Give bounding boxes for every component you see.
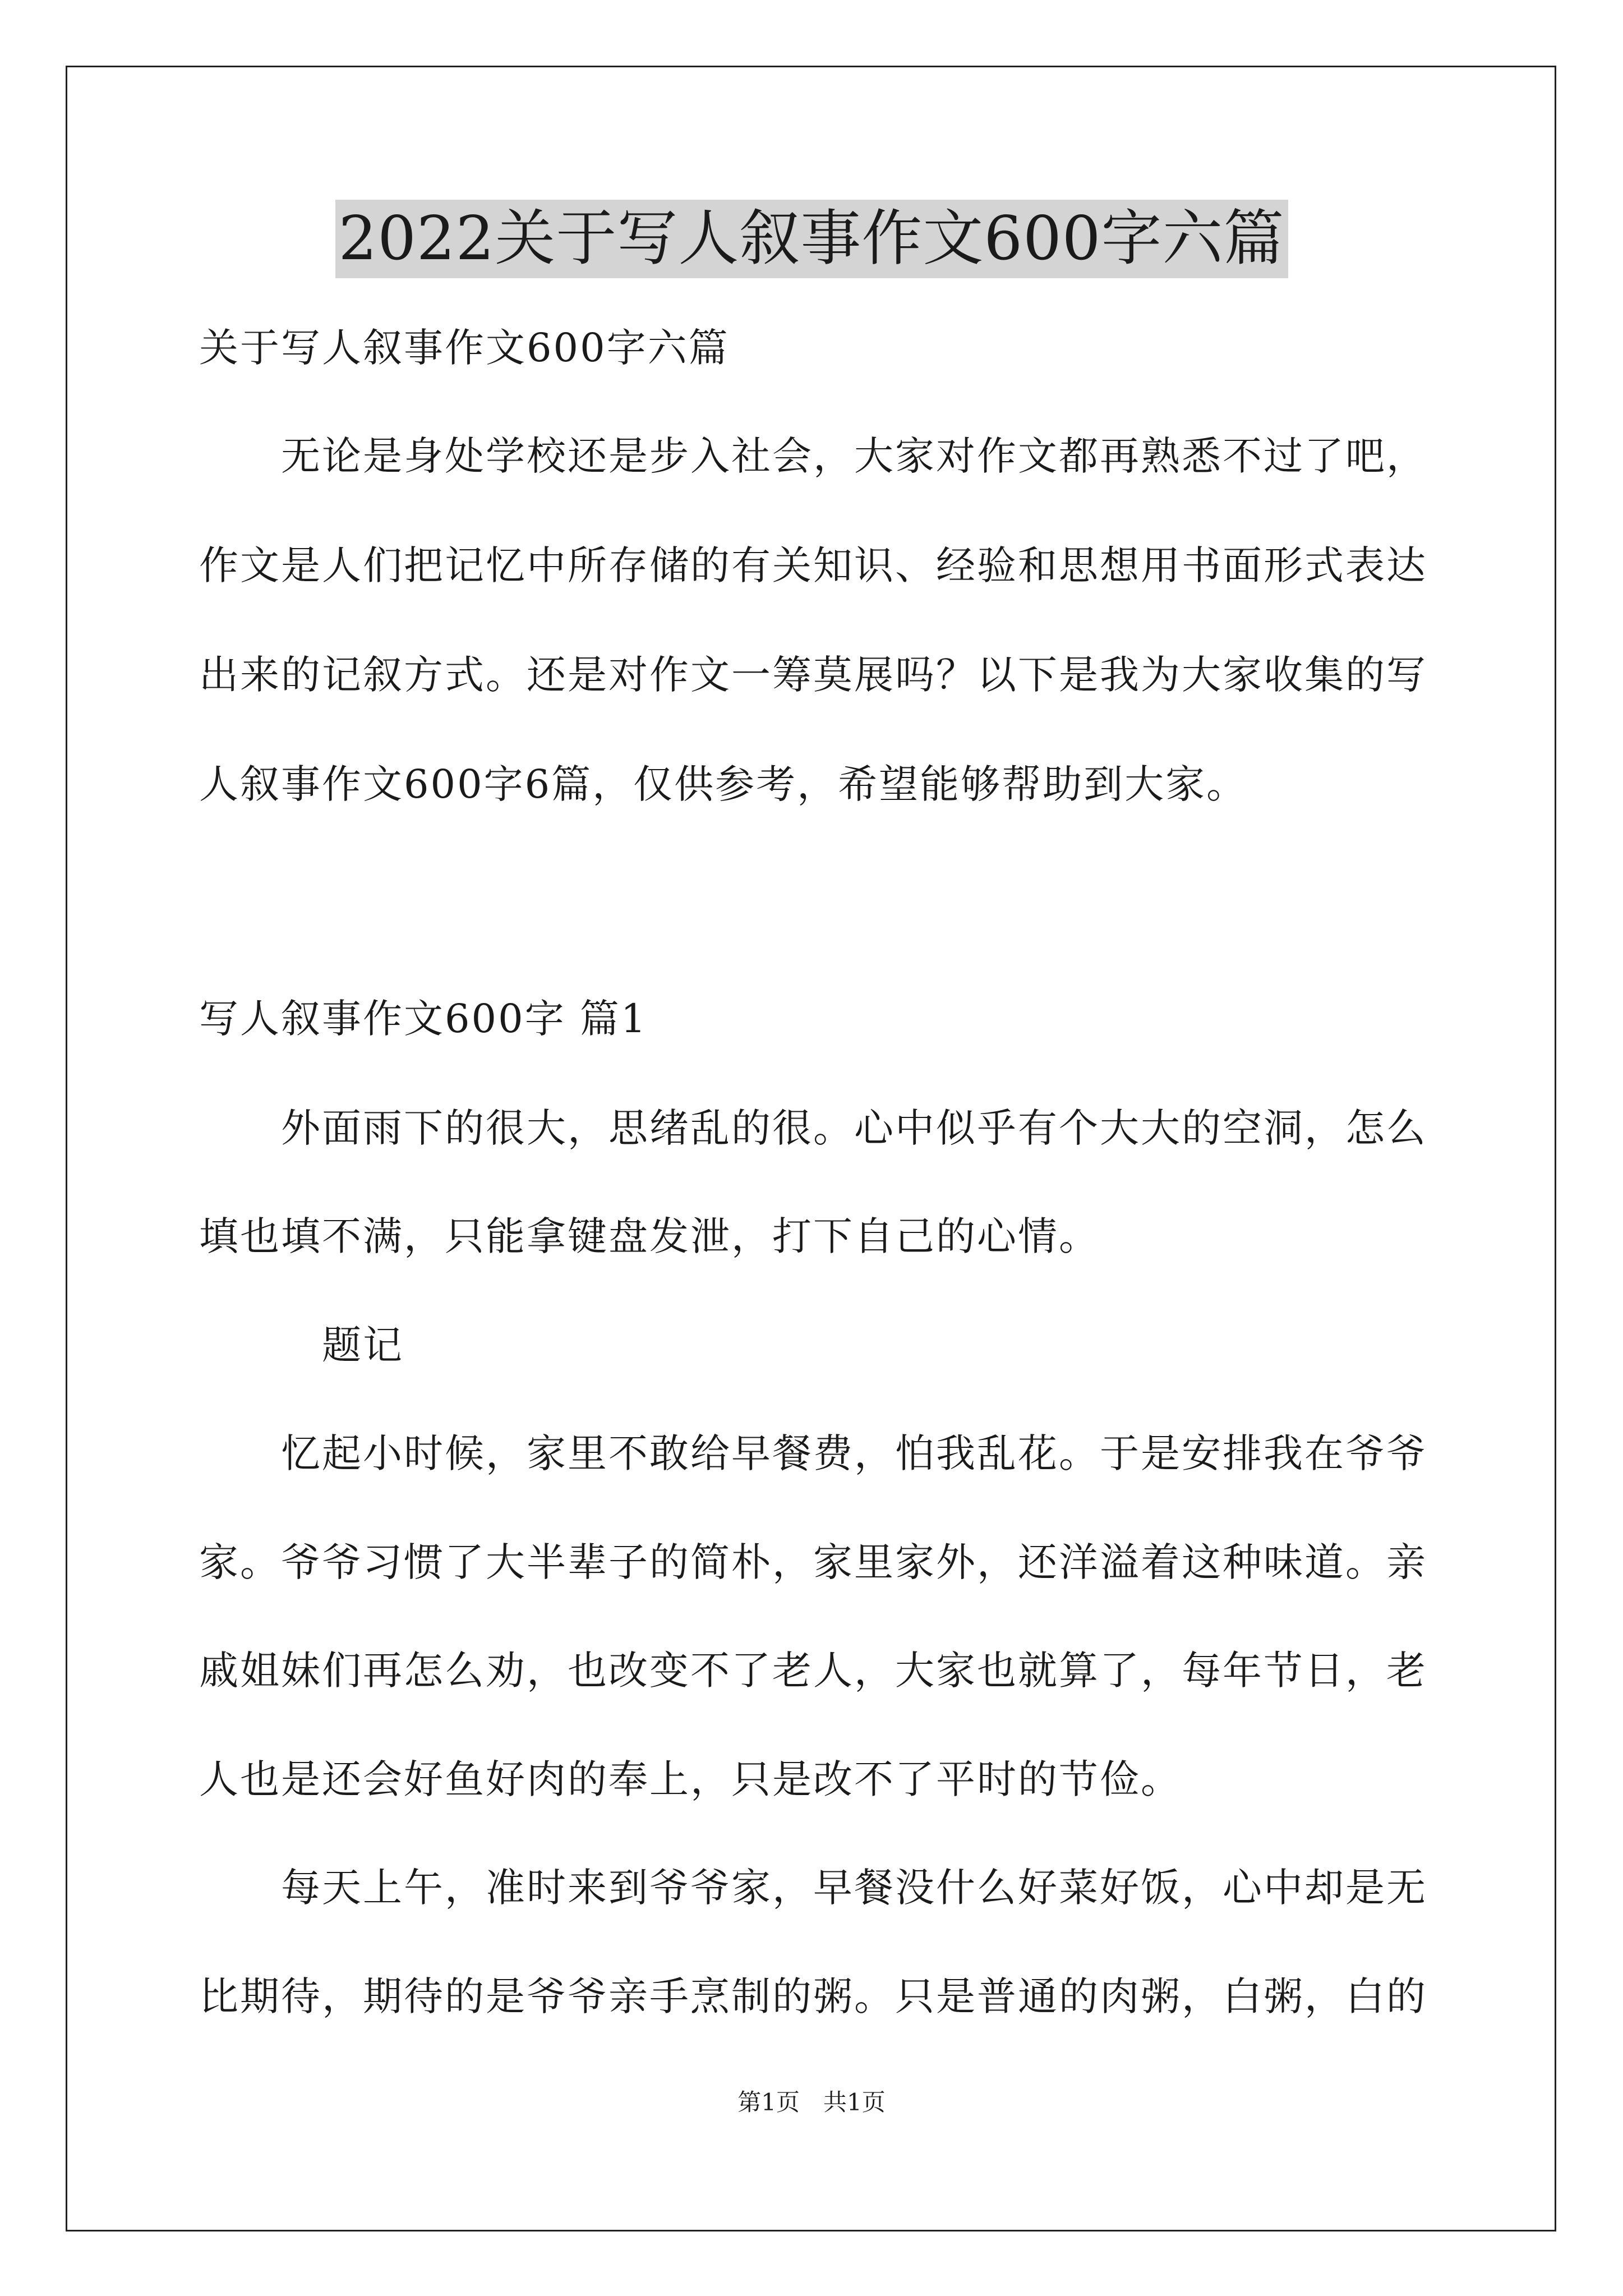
- paragraph-line: 无论是身处学校还是步入社会，大家对作文都再熟悉不过了吧，: [199, 433, 1427, 479]
- paragraph-line: 题记: [199, 1322, 404, 1368]
- document-subtitle: 关于写人叙事作文600字六篇: [199, 325, 730, 371]
- paragraph-line: 每天上午，准时来到爷爷家，早餐没什么好菜好饭，心中却是无: [199, 1865, 1427, 1911]
- paragraph-line: 比期待，期待的是爷爷亲手烹制的粥。只是普通的肉粥，白粥，白的: [199, 1973, 1427, 2019]
- paragraph-line: 外面雨下的很大，思绪乱的很。心中似乎有个大大的空洞，怎么: [199, 1105, 1427, 1151]
- paragraph-line: 人也是还会好鱼好肉的奉上，只是改不了平时的节俭。: [199, 1756, 1182, 1802]
- document-title: 2022关于写人叙事作文600字六篇: [335, 200, 1288, 278]
- paragraph-line: 作文是人们把记忆中所存储的有关知识、经验和思想用书面形式表达: [199, 542, 1427, 588]
- paragraph-line: 填也填不满，只能拿键盘发泄，打下自己的心情。: [199, 1213, 1100, 1259]
- paragraph-line: 忆起小时候，家里不敢给早餐费，怕我乱花。于是安排我在爷爷: [199, 1430, 1427, 1476]
- paragraph-line: 戚姐妹们再怎么劝，也改变不了老人，大家也就算了，每年节日，老: [199, 1648, 1427, 1694]
- section-heading: 写人叙事作文600字 篇1: [199, 996, 648, 1042]
- paragraph-line: 家。爷爷习惯了大半辈子的简朴，家里家外，还洋溢着这种味道。亲: [199, 1539, 1427, 1585]
- title-container: [0, 200, 1623, 278]
- page-footer: 第1页 共1页: [737, 2088, 886, 2116]
- paragraph-line: 人叙事作文600字6篇，仅供参考，希望能够帮助到大家。: [199, 761, 1248, 807]
- paragraph-line: 出来的记叙方式。还是对作文一筹莫展吗？以下是我为大家收集的写: [199, 652, 1427, 698]
